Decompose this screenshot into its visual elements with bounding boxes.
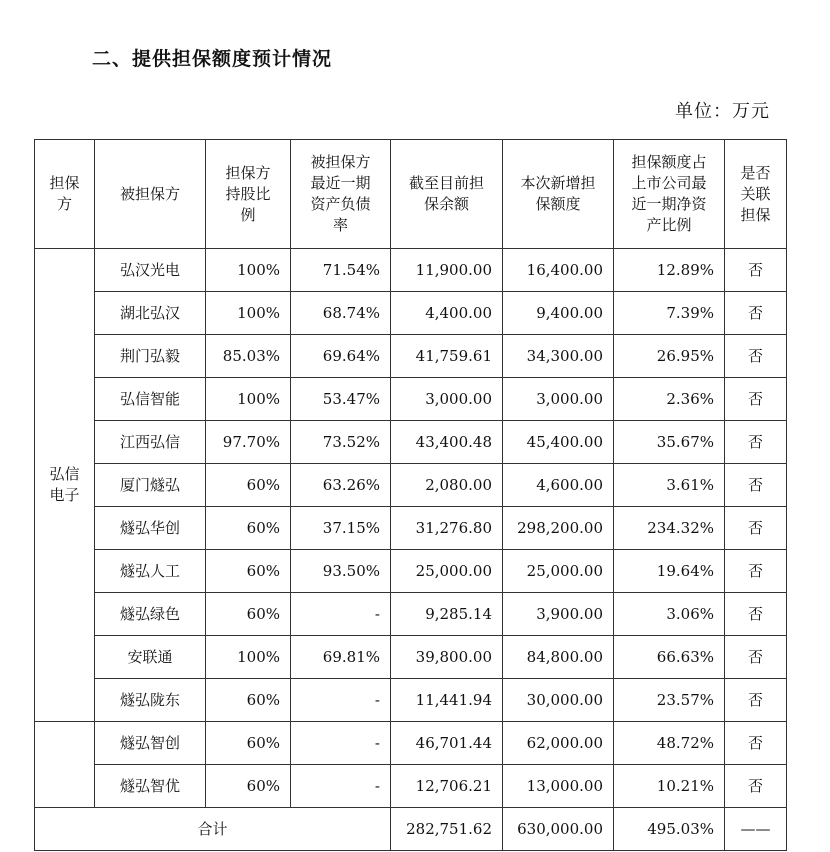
total-label: 合计 — [35, 808, 391, 851]
table-row — [35, 722, 787, 765]
new-quota-cell: 30,000.00 — [503, 679, 614, 722]
quota-ratio-cell: 2.36% — [614, 378, 725, 421]
related-cell: 否 — [725, 722, 787, 765]
new-quota-cell: 62,000.00 — [503, 722, 614, 765]
guarantor-line: 弘信 — [49, 465, 80, 483]
header-line: 担保 — [740, 205, 771, 224]
guaranteed-name: 燧弘绿色 — [95, 593, 206, 636]
balance-cell: 11,441.94 — [391, 679, 503, 722]
new-quota-cell: 34,300.00 — [503, 335, 614, 378]
guaranteed-name: 燧弘陇东 — [95, 679, 206, 722]
shareholding-cell: 100% — [206, 249, 291, 292]
new-quota-cell: 16,400.00 — [503, 249, 614, 292]
guaranteed-name: 荆门弘毅 — [95, 335, 206, 378]
header-line: 率 — [332, 216, 348, 234]
header-line: 担保 — [49, 174, 80, 192]
guaranteed-name: 燧弘智优 — [95, 765, 206, 808]
header-line: 例 — [240, 205, 256, 224]
header-debt-ratio — [291, 140, 391, 249]
balance-cell: 41,759.61 — [391, 335, 503, 378]
header-new-quota — [503, 140, 614, 249]
shareholding-cell: 60% — [206, 464, 291, 507]
new-quota-cell: 4,600.00 — [503, 464, 614, 507]
section-heading: 二、提供担保额度预计情况 — [92, 48, 333, 70]
table-row — [35, 507, 787, 550]
header-guarantor — [35, 140, 95, 249]
guaranteed-name: 安联通 — [95, 636, 206, 679]
shareholding-cell: 100% — [206, 378, 291, 421]
quota-ratio-cell: 48.72% — [614, 722, 725, 765]
table-row — [35, 593, 787, 636]
balance-cell: 9,285.14 — [391, 593, 503, 636]
debt-ratio-cell: - — [291, 679, 391, 722]
balance-cell: 31,276.80 — [391, 507, 503, 550]
header-line: 保额度 — [535, 195, 581, 213]
new-quota-cell: 84,800.00 — [503, 636, 614, 679]
header-shareholding — [206, 140, 291, 249]
related-cell: 否 — [725, 249, 787, 292]
quota-ratio-cell: 3.61% — [614, 464, 725, 507]
balance-cell: 46,701.44 — [391, 722, 503, 765]
quota-ratio-cell: 23.57% — [614, 679, 725, 722]
debt-ratio-cell: 63.26% — [291, 464, 391, 507]
quota-ratio-cell: 35.67% — [614, 421, 725, 464]
header-line: 被担保方 — [119, 184, 180, 203]
debt-ratio-cell: 69.81% — [291, 636, 391, 679]
table-row — [35, 464, 787, 507]
balance-cell: 4,400.00 — [391, 292, 503, 335]
shareholding-cell: 97.70% — [206, 421, 291, 464]
related-cell: 否 — [725, 765, 787, 808]
table-row — [35, 636, 787, 679]
shareholding-cell: 60% — [206, 679, 291, 722]
new-quota-cell: 3,900.00 — [503, 593, 614, 636]
quota-ratio-cell: 7.39% — [614, 292, 725, 335]
quota-ratio-cell: 234.32% — [614, 507, 725, 550]
quota-ratio-cell: 3.06% — [614, 593, 725, 636]
new-quota-cell: 45,400.00 — [503, 421, 614, 464]
header-related — [725, 140, 787, 249]
related-cell: 否 — [725, 679, 787, 722]
table-body — [35, 249, 787, 851]
related-cell: 否 — [725, 292, 787, 335]
debt-ratio-cell: 93.50% — [291, 550, 391, 593]
quota-ratio-cell: 26.95% — [614, 335, 725, 378]
guaranteed-name: 燧弘智创 — [95, 722, 206, 765]
shareholding-cell: 60% — [206, 765, 291, 808]
table-row — [35, 679, 787, 722]
guarantor-line: 电子 — [49, 486, 80, 504]
related-cell: 否 — [725, 464, 787, 507]
related-cell: 否 — [725, 550, 787, 593]
header-line: 最近一期 — [310, 174, 371, 192]
shareholding-cell: 100% — [206, 636, 291, 679]
shareholding-cell: 100% — [206, 292, 291, 335]
header-line: 截至目前担 — [408, 174, 484, 192]
table-row — [35, 378, 787, 421]
header-line: 方 — [56, 195, 72, 213]
table-row — [35, 335, 787, 378]
header-quota-ratio — [614, 140, 725, 249]
shareholding-cell: 60% — [206, 722, 291, 765]
guaranteed-name: 燧弘人工 — [95, 550, 206, 593]
guaranteed-name: 弘汉光电 — [95, 249, 206, 292]
header-line: 担保方 — [225, 163, 271, 182]
debt-ratio-cell: - — [291, 722, 391, 765]
balance-cell: 3,000.00 — [391, 378, 503, 421]
guarantee-table — [34, 139, 787, 851]
total-balance: 282,751.62 — [391, 808, 503, 851]
header-line: 本次新增担 — [520, 174, 596, 192]
header-line: 被担保方 — [310, 153, 371, 171]
header-line: 是否 — [740, 163, 771, 182]
balance-cell: 12,706.21 — [391, 765, 503, 808]
related-cell: 否 — [725, 593, 787, 636]
guaranteed-name: 江西弘信 — [95, 421, 206, 464]
header-line: 担保额度占 — [631, 153, 707, 171]
table-row — [35, 421, 787, 464]
balance-cell: 11,900.00 — [391, 249, 503, 292]
related-cell: 否 — [725, 335, 787, 378]
header-line: 产比例 — [646, 216, 692, 234]
related-cell: 否 — [725, 636, 787, 679]
guaranteed-name: 厦门燧弘 — [95, 464, 206, 507]
quota-ratio-cell: 10.21% — [614, 765, 725, 808]
balance-cell: 39,800.00 — [391, 636, 503, 679]
table-header — [35, 140, 787, 249]
guaranteed-name: 湖北弘汉 — [95, 292, 206, 335]
table-row — [35, 765, 787, 808]
total-quota-ratio: 495.03% — [614, 808, 725, 851]
header-guaranteed — [95, 140, 206, 249]
debt-ratio-cell: 73.52% — [291, 421, 391, 464]
debt-ratio-cell: - — [291, 765, 391, 808]
related-cell: 否 — [725, 421, 787, 464]
guarantor-cell — [35, 722, 95, 808]
shareholding-cell: 85.03% — [206, 335, 291, 378]
quota-ratio-cell: 12.89% — [614, 249, 725, 292]
guaranteed-name: 燧弘华创 — [95, 507, 206, 550]
debt-ratio-cell: 53.47% — [291, 378, 391, 421]
table-row — [35, 292, 787, 335]
quota-ratio-cell: 19.64% — [614, 550, 725, 593]
guaranteed-name: 弘信智能 — [95, 378, 206, 421]
table-row — [35, 249, 787, 292]
total-new-quota: 630,000.00 — [503, 808, 614, 851]
new-quota-cell: 9,400.00 — [503, 292, 614, 335]
header-line: 保余额 — [423, 195, 469, 213]
header-line: 资产负债 — [310, 195, 371, 213]
balance-cell: 25,000.00 — [391, 550, 503, 593]
header-line: 持股比 — [225, 184, 271, 203]
table-row — [35, 550, 787, 593]
shareholding-cell: 60% — [206, 593, 291, 636]
header-line: 关联 — [740, 184, 771, 203]
total-related: —— — [725, 808, 787, 851]
debt-ratio-cell: - — [291, 593, 391, 636]
new-quota-cell: 298,200.00 — [503, 507, 614, 550]
quota-ratio-cell: 66.63% — [614, 636, 725, 679]
debt-ratio-cell: 68.74% — [291, 292, 391, 335]
new-quota-cell: 13,000.00 — [503, 765, 614, 808]
guarantor-cell — [35, 249, 95, 722]
balance-cell: 2,080.00 — [391, 464, 503, 507]
balance-cell: 43,400.48 — [391, 421, 503, 464]
debt-ratio-cell: 69.64% — [291, 335, 391, 378]
new-quota-cell: 3,000.00 — [503, 378, 614, 421]
header-line: 上市公司最 — [631, 174, 707, 192]
header-line: 近一期净资 — [631, 195, 707, 213]
related-cell: 否 — [725, 378, 787, 421]
shareholding-cell: 60% — [206, 550, 291, 593]
debt-ratio-cell: 71.54% — [291, 249, 391, 292]
total-row — [35, 808, 787, 851]
new-quota-cell: 25,000.00 — [503, 550, 614, 593]
debt-ratio-cell: 37.15% — [291, 507, 391, 550]
shareholding-cell: 60% — [206, 507, 291, 550]
related-cell: 否 — [725, 507, 787, 550]
unit-label: 单位：万元 — [675, 101, 770, 122]
header-balance — [391, 140, 503, 249]
